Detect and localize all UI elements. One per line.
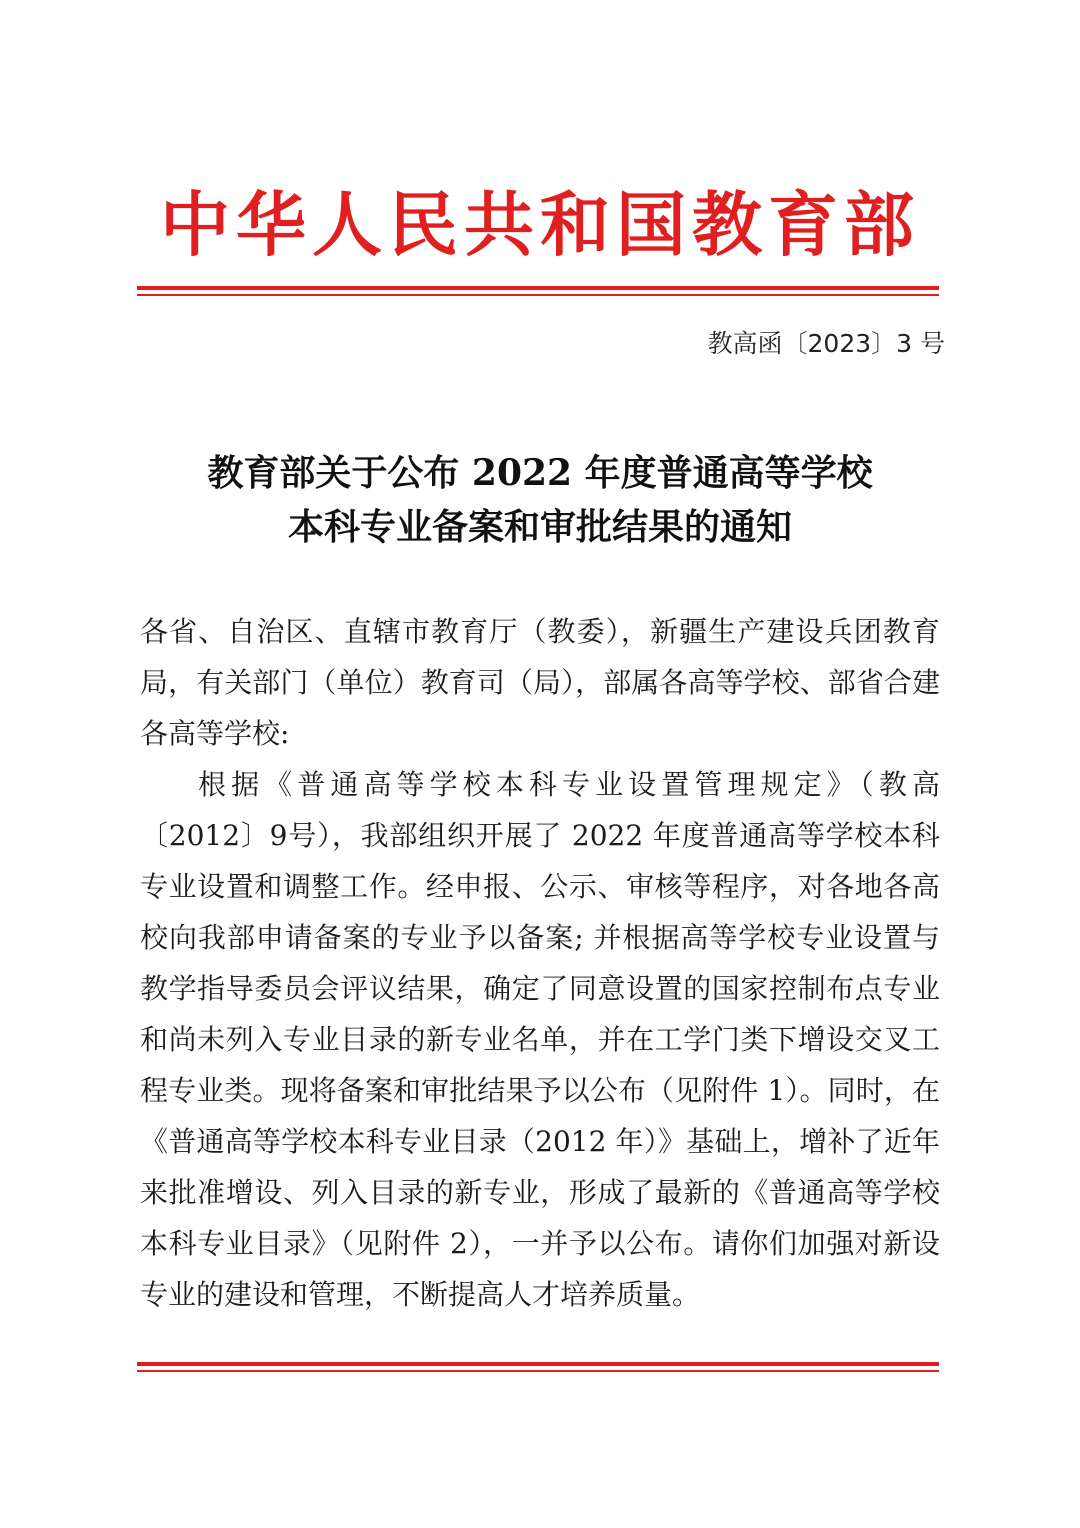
title-line-2: 本科专业备案和审批结果的通知 bbox=[287, 506, 792, 548]
title-line-1: 教育部关于公布 2022 年度普通高等学校 bbox=[207, 452, 873, 494]
body-paragraph: 根据《普通高等学校本科专业设置管理规定》（教高〔2012〕9号），我部组织开展了 2022 年度普通高等学校本科专业设置和调整工作。经申报、公示、审核等程序，对各地各高校向我部申请备案的专业予以备案; 并根据高等学校专业设置与教学指导委员会评议结果，确定了同意设置的国家控制布点专业和尚未列入专业目录的新专业名单，并在工学门类下增设交叉工程专业类。现将备案和审批结果予以公布（见附件 1）。同时，在《普通高等学校本科专业目录（2012 年）》基础上，增补了近年来批准增设、列入目录的新专业，形成了最新的《普通高等学校本科专业目录》（见附件 2），一并予以公布。请你们加强对新设专业的建设和管理，不断提高人才培养质量。 bbox=[140, 768, 940, 1311]
divider-thin-line bbox=[137, 1370, 939, 1372]
divider-thin-line bbox=[137, 294, 939, 296]
divider-thick-line bbox=[137, 286, 939, 290]
masthead-divider bbox=[137, 286, 939, 297]
divider-thick-line bbox=[137, 1362, 939, 1366]
document-title bbox=[0, 446, 1080, 554]
document-number: 教高函〔2023〕3 号 bbox=[707, 329, 945, 358]
issuer-masthead: 中华人民共和国教育部 bbox=[160, 184, 920, 266]
footer-divider bbox=[137, 1362, 939, 1373]
document-body bbox=[140, 606, 940, 1320]
salutation: 各省、自治区、直辖市教育厅（教委），新疆生产建设兵团教育局，有关部门（单位）教育司（局），部属各高等学校、部省合建各高等学校: bbox=[140, 615, 940, 750]
